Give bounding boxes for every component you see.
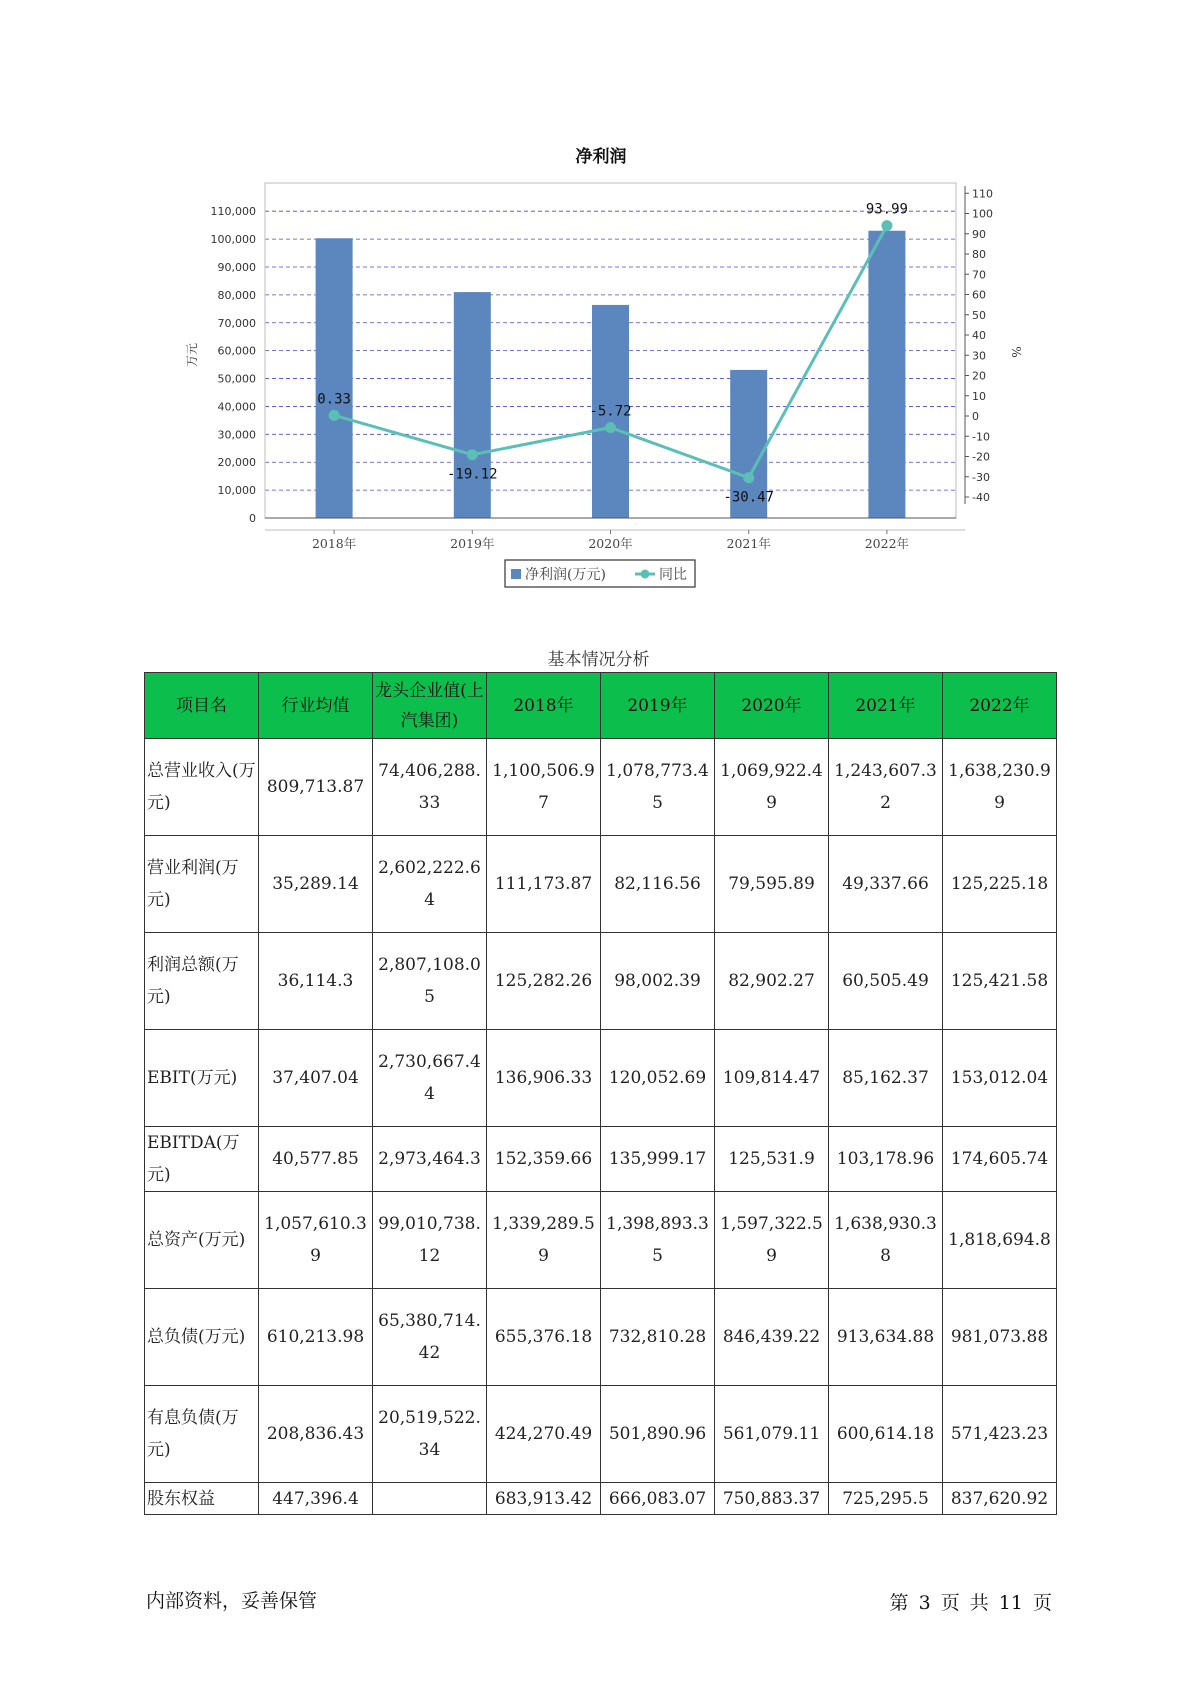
value-cell: 208,836.43	[259, 1386, 373, 1483]
left-axis-tick-label: 100,000	[210, 233, 256, 247]
right-axis-tick-label: 40	[972, 329, 986, 342]
value-cell: 424,270.49	[487, 1386, 601, 1483]
value-cell: 125,282.26	[487, 933, 601, 1030]
value-cell: 1,638,930.38	[829, 1192, 943, 1289]
left-axis-tick-label: 30,000	[217, 428, 256, 442]
value-cell: 135,999.17	[601, 1127, 715, 1192]
value-cell: 103,178.96	[829, 1127, 943, 1192]
header-cell: 2019年	[601, 673, 715, 739]
right-axis-tick-label: 110	[972, 187, 993, 201]
value-cell: 837,620.92	[943, 1483, 1057, 1515]
left-axis-title: 万元	[185, 342, 199, 368]
right-axis-tick-label: 100	[972, 207, 993, 221]
left-axis-tick-label: 90,000	[217, 260, 256, 274]
x-axis-tick-label: 2018年	[311, 536, 357, 551]
value-cell: 1,638,230.99	[943, 739, 1057, 836]
right-axis-tick-label: 30	[972, 349, 986, 363]
yoy-point	[743, 472, 754, 483]
value-cell: 98,002.39	[601, 933, 715, 1030]
value-cell: 981,073.88	[943, 1289, 1057, 1386]
right-axis-tick-label: 10	[972, 389, 986, 403]
value-cell: 125,531.9	[715, 1127, 829, 1192]
table-caption: 基本情况分析	[547, 650, 650, 670]
net-profit-bar	[454, 292, 491, 518]
value-cell: 1,069,922.49	[715, 739, 829, 836]
value-cell: 152,359.66	[487, 1127, 601, 1192]
left-axis-tick-label: 0	[249, 512, 256, 525]
value-cell: 655,376.18	[487, 1289, 601, 1386]
right-axis-tick-label: 90	[972, 227, 986, 241]
footer-confidential-note: 内部资料，妥善保管	[146, 1590, 318, 1612]
header-cell: 行业均值	[259, 673, 373, 739]
table-header-row	[145, 673, 1057, 739]
value-cell: 1,078,773.45	[601, 739, 715, 836]
value-cell: 2,602,222.64	[373, 836, 487, 933]
value-cell: 49,337.66	[829, 836, 943, 933]
x-axis-tick-label: 2021年	[726, 536, 771, 551]
value-cell: 571,423.23	[943, 1386, 1057, 1483]
legend-line-marker	[641, 570, 650, 579]
header-cell: 2022年	[943, 673, 1057, 739]
table-row	[145, 1386, 1057, 1483]
left-axis-tick-label: 80,000	[217, 288, 256, 302]
row-label-cell: 总营业收入(万元)	[145, 739, 259, 836]
value-cell: 1,597,322.59	[715, 1192, 829, 1289]
yoy-point	[467, 449, 478, 460]
value-cell: 1,398,893.35	[601, 1192, 715, 1289]
row-label-cell: 有息负债(万元)	[145, 1386, 259, 1483]
table-row	[145, 1030, 1057, 1127]
header-cell: 龙头企业值(上汽集团)	[373, 673, 487, 739]
table-row	[145, 836, 1057, 933]
net-profit-bar	[316, 238, 353, 518]
value-cell: 750,883.37	[715, 1483, 829, 1515]
table-row	[145, 1127, 1057, 1192]
row-label-cell: EBIT(万元)	[145, 1030, 259, 1127]
value-cell: 153,012.04	[943, 1030, 1057, 1127]
left-axis-tick-label: 20,000	[217, 456, 256, 470]
right-axis-tick-label: 50	[972, 308, 986, 322]
value-cell: 20,519,522.34	[373, 1386, 487, 1483]
yoy-data-label: -5.72	[589, 403, 632, 420]
value-cell: 65,380,714.42	[373, 1289, 487, 1386]
legend-label-yoy: 同比	[659, 567, 687, 583]
header-cell: 项目名	[145, 673, 259, 739]
chart-title: 净利润	[575, 147, 627, 167]
value-cell: 561,079.11	[715, 1386, 829, 1483]
value-cell: 74,406,288.33	[373, 739, 487, 836]
right-axis-tick-label: -10	[972, 430, 990, 444]
value-cell: 79,595.89	[715, 836, 829, 933]
yoy-point	[329, 410, 340, 421]
left-axis-tick-label: 60,000	[217, 344, 256, 358]
x-axis	[265, 518, 965, 551]
right-axis-tick-label: -30	[972, 470, 990, 484]
x-axis-tick-label: 2020年	[588, 536, 633, 551]
chart-legend	[505, 560, 695, 587]
x-axis-tick-label: 2022年	[864, 536, 910, 551]
right-axis-tick-label: 70	[972, 268, 986, 282]
value-cell: 447,396.4	[259, 1483, 373, 1515]
right-axis-tick-label: 20	[972, 369, 986, 383]
right-axis	[965, 186, 993, 504]
value-cell: 136,906.33	[487, 1030, 601, 1127]
value-cell: 913,634.88	[829, 1289, 943, 1386]
value-cell: 846,439.22	[715, 1289, 829, 1386]
row-label-cell: 营业利润(万元)	[145, 836, 259, 933]
value-cell: 125,421.58	[943, 933, 1057, 1030]
value-cell: 600,614.18	[829, 1386, 943, 1483]
row-label-cell: 总负债(万元)	[145, 1289, 259, 1386]
value-cell: 36,114.3	[259, 933, 373, 1030]
value-cell: 1,818,694.8	[943, 1192, 1057, 1289]
value-cell: 501,890.96	[601, 1386, 715, 1483]
row-label-cell: EBITDA(万元)	[145, 1127, 259, 1192]
value-cell: 732,810.28	[601, 1289, 715, 1386]
header-cell: 2018年	[487, 673, 601, 739]
left-axis-tick-label: 10,000	[217, 484, 256, 498]
value-cell: 2,973,464.3	[373, 1127, 487, 1192]
value-cell: 35,289.14	[259, 836, 373, 933]
yoy-data-label: -30.47	[723, 489, 774, 506]
value-cell: 1,243,607.32	[829, 739, 943, 836]
right-axis-tick-label: 60	[972, 288, 986, 302]
yoy-data-label: 93.99	[865, 201, 908, 218]
left-axis-tick-label: 50,000	[217, 372, 256, 386]
table-row	[145, 739, 1057, 836]
net-profit-chart	[0, 0, 1191, 620]
row-label-cell: 利润总额(万元)	[145, 933, 259, 1030]
value-cell: 109,814.47	[715, 1030, 829, 1127]
table-row	[145, 1192, 1057, 1289]
value-cell: 37,407.04	[259, 1030, 373, 1127]
yoy-data-label: 0.33	[317, 391, 351, 408]
bar-series	[316, 231, 906, 518]
right-axis-tick-label: -40	[972, 491, 990, 504]
yoy-data-label: -19.12	[447, 466, 498, 483]
left-axis-tick-label: 70,000	[217, 316, 256, 330]
legend-bar-swatch	[511, 569, 521, 579]
left-axis-tick-label: 40,000	[217, 400, 256, 414]
footer-page-number: 第 3 页 共 11 页	[889, 1592, 1052, 1614]
right-axis-tick-label: -20	[972, 450, 990, 464]
value-cell: 2,730,667.44	[373, 1030, 487, 1127]
value-cell: 40,577.85	[259, 1127, 373, 1192]
table-row	[145, 1289, 1057, 1386]
table-row	[145, 1483, 1057, 1515]
value-cell: 725,295.5	[829, 1483, 943, 1515]
value-cell: 125,225.18	[943, 836, 1057, 933]
value-cell	[373, 1483, 487, 1515]
value-cell: 610,213.98	[259, 1289, 373, 1386]
yoy-point	[881, 220, 892, 231]
legend-label-net-profit: 净利润(万元)	[525, 567, 606, 583]
table-row	[145, 933, 1057, 1030]
value-cell: 666,083.07	[601, 1483, 715, 1515]
left-axis	[211, 205, 257, 525]
value-cell: 111,173.87	[487, 836, 601, 933]
row-label-cell: 总资产(万元)	[145, 1192, 259, 1289]
value-cell: 809,713.87	[259, 739, 373, 836]
value-cell: 1,100,506.97	[487, 739, 601, 836]
value-cell: 60,505.49	[829, 933, 943, 1030]
basic-analysis-table	[144, 672, 1057, 1515]
value-cell: 1,339,289.59	[487, 1192, 601, 1289]
row-label-cell: 股东权益	[145, 1483, 259, 1515]
value-cell: 85,162.37	[829, 1030, 943, 1127]
value-cell: 1,057,610.39	[259, 1192, 373, 1289]
x-axis-tick-label: 2019年	[450, 536, 495, 551]
right-axis-tick-label: 80	[972, 248, 986, 261]
header-cell: 2021年	[829, 673, 943, 739]
value-cell: 120,052.69	[601, 1030, 715, 1127]
value-cell: 174,605.74	[943, 1127, 1057, 1192]
value-cell: 82,116.56	[601, 836, 715, 933]
right-axis-tick-label: 0	[972, 410, 979, 423]
yoy-point	[605, 422, 616, 433]
value-cell: 82,902.27	[715, 933, 829, 1030]
left-axis-tick-label: 110,000	[210, 205, 256, 219]
value-cell: 99,010,738.12	[373, 1192, 487, 1289]
value-cell: 683,913.42	[487, 1483, 601, 1515]
net-profit-bar	[868, 231, 905, 518]
header-cell: 2020年	[715, 673, 829, 739]
right-axis-title: %	[1009, 346, 1023, 358]
value-cell: 2,807,108.05	[373, 933, 487, 1030]
